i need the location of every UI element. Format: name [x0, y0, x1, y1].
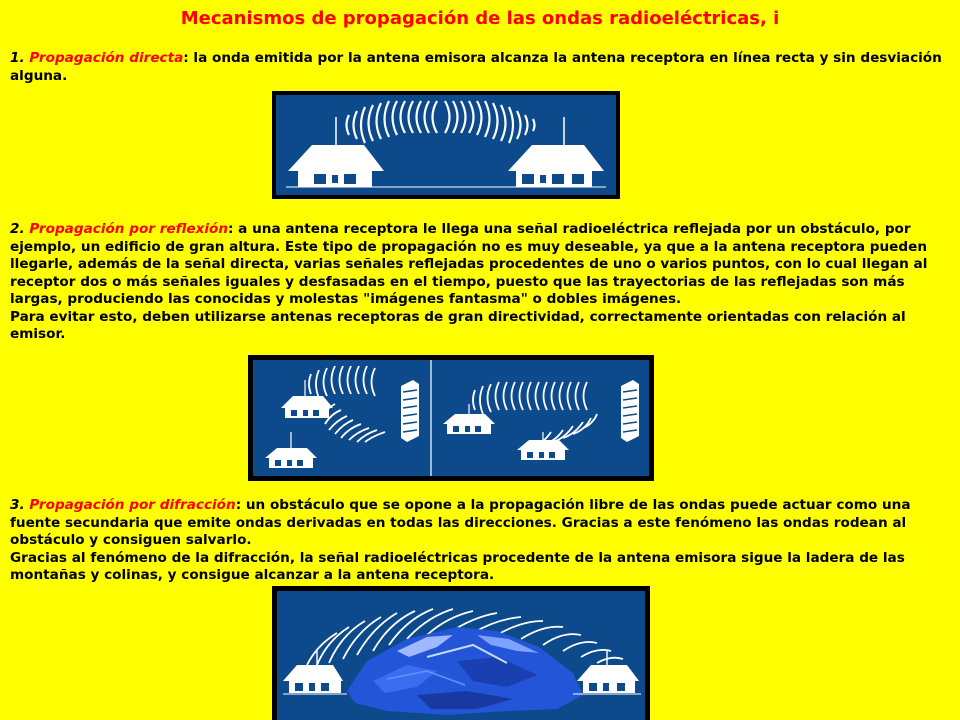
section-text: a una antena receptora le llega una señal radioeléctrica reflejada por un obstáculo, por ejemplo, un edificio de gran altura. Este tipo de propagación no es muy deseable, ya que a la antena receptora pueden llegarle, además de la señal directa, varias señales reflejadas procedentes de uno o varios puntos, con lo cual llegan al receptor dos o más señales iguales y desfasadas en el tiempo, puesto que las trayectorias de las reflejadas son más largas, produciendo las conocidas y molestas "imágenes fantasma" o dobles imágenes.	[10, 221, 928, 307]
section-term: Propagación directa	[29, 50, 184, 66]
section-term: Propagación por difracción	[29, 497, 236, 513]
section-number: 2.	[10, 221, 25, 237]
section-number: 1.	[10, 50, 25, 66]
section-reflection-propagation	[10, 221, 945, 344]
section-text-2: Para evitar esto, deben utilizarse antenas receptoras de gran directividad, correctamente orientadas con relación al emisor.	[10, 308, 906, 342]
section-diffraction-propagation	[10, 497, 945, 585]
left-building-icon	[401, 380, 419, 442]
right-building-icon	[621, 380, 639, 442]
section-number: 3.	[10, 497, 25, 513]
section-colon: :	[228, 221, 234, 237]
section-colon: :	[183, 50, 189, 66]
section-direct-propagation	[10, 50, 945, 85]
section-colon: :	[235, 497, 242, 513]
diffraction-propagation-figure	[272, 586, 650, 720]
reflection-propagation-figure	[248, 355, 654, 481]
section-text: la onda emitida por la antena emisora alcanza la antena receptora en línea recta y sin desviación alguna.	[10, 50, 942, 84]
section-text-2: Gracias al fenómeno de la difracción, la señal radioeléctricas procedente de la antena emisora sigue la ladera de las montañas y colinas, y consigue alcanzar a la antena receptora.	[10, 549, 905, 583]
direct-propagation-figure	[272, 91, 620, 199]
page-title: Mecanismos de propagación de las ondas radioeléctricas, i	[180, 8, 780, 29]
section-text: un obstáculo que se opone a la propagación libre de las ondas puede actuar como una fuente secundaria que emite ondas derivadas en todas las direcciones. Gracias a este fenómeno las ondas rodean al obstáculo y consiguen salvarlo.	[10, 497, 911, 548]
section-term: Propagación por reflexión	[29, 221, 229, 237]
